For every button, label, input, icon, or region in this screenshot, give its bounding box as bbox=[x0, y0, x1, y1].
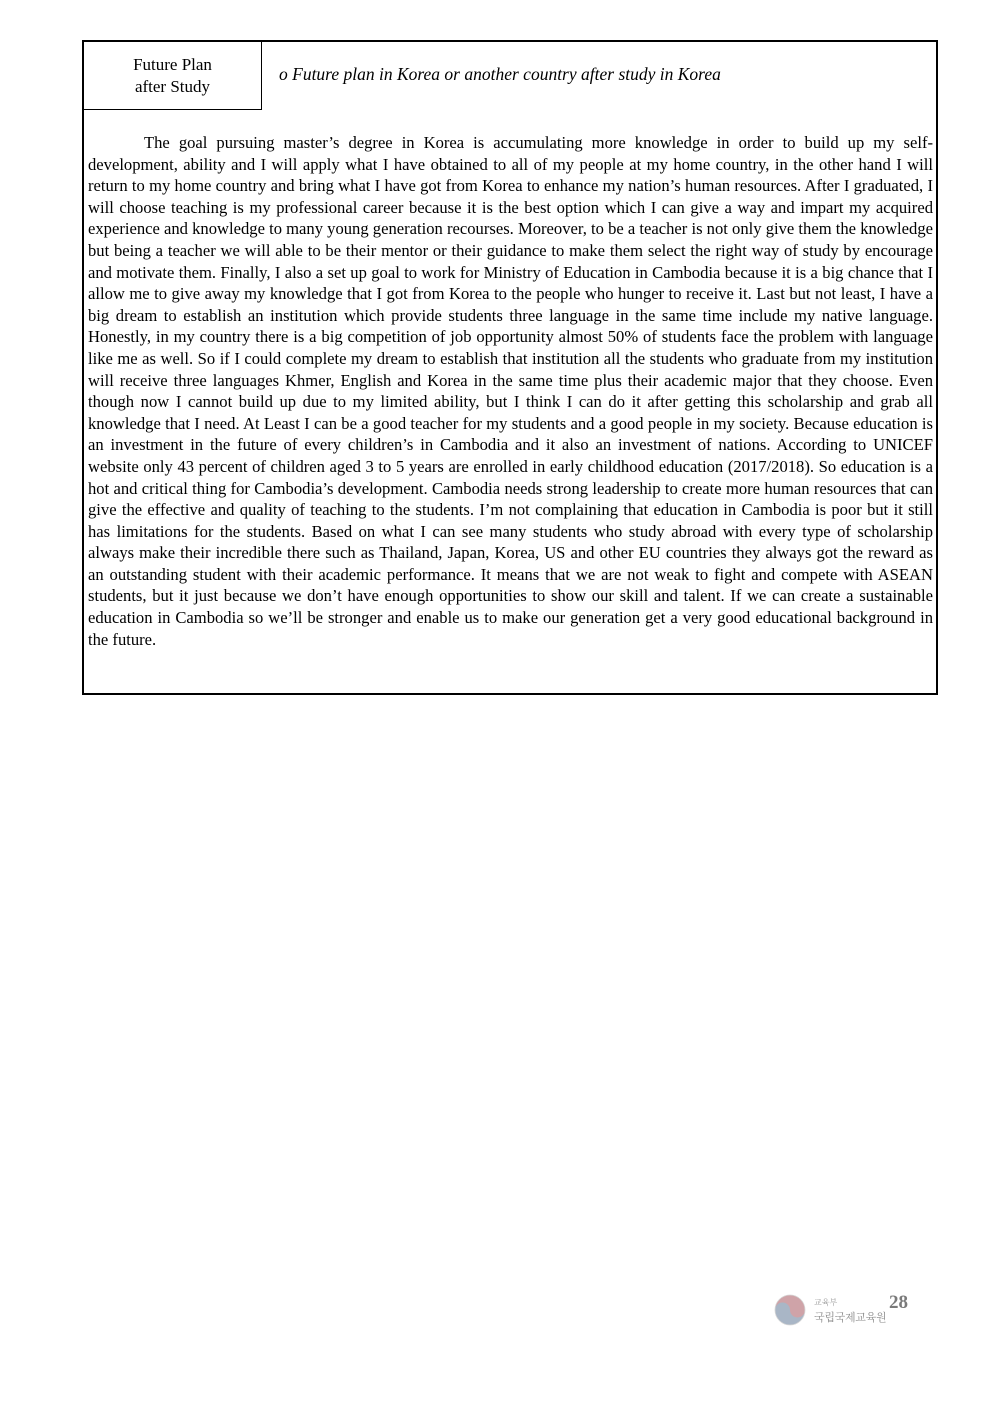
logo-ministry-text: 교육부 bbox=[814, 1298, 838, 1307]
section-label-line1: Future Plan bbox=[133, 54, 212, 74]
section-label-line2: after Study bbox=[134, 76, 211, 96]
page-number: 28 bbox=[889, 1292, 908, 1313]
future-plan-form bbox=[82, 40, 938, 695]
logo-institute-text: 국립국제교육원 bbox=[814, 1311, 887, 1324]
section-label-cell bbox=[84, 42, 262, 110]
taegeuk-logo-icon bbox=[774, 1294, 806, 1326]
institute-logo bbox=[774, 1294, 886, 1328]
section-prompt: o Future plan in Korea or another country after study in Korea bbox=[279, 64, 721, 84]
essay-text: The goal pursuing master’s degree in Korea is accumulating more knowledge in order to build up my self-development, ability and I will apply what I have obtained to all of my people at my home country, in the other hand I will return to my home country and bring what I have got from Korea to enhance my nation’s human resources. After I graduated, I will choose teaching is my professional career because it is the best option which I can give a way and impart my acquired experience and knowledge to many young generation recourses. Moreover, to be a teacher is not only give them the knowledge but being a teacher we will able to be their mentor or their guidance to make them select the right way of study by encourage and motivate them. Finally, I also a set up goal to work for Ministry of Education in Cambodia because it is a big chance that I allow me to give away my knowledge that I got from Korea to the people who hunger to receive it. Last but not least, I have a big dream to establish an institution which provide students three language in the same time include my native language. Honestly, in my country there is a big competition of job opportunity almost 50% of students face the problem with language like me as well. So if I could complete my dream to establish that institution all the students who graduate from my institution will receive three languages Khmer, English and Korea in the same time plus their academic major that they choose. Even though now I cannot build up due to my limited ability, but I think I can do it after getting this scholarship and grab all knowledge that I need. At Least I can be a good teacher for my students and a good people in my society. Because education is an investment in the future of every children’s in Cambodia and it also an investment of nations. According to UNICEF website only 43 percent of children aged 3 to 5 years are enrolled in early childhood education (2017/2018). So education is a hot and critical thing for Cambodia’s development. Cambodia needs strong leadership to create more human resources that can give the effective and quality of teaching to the students. I’m not complaining that education in Cambodia is poor but it still has limitations for the students. Based on what I can see many students who study abroad with every type of scholarship always make their incredible there such as Thailand, Japan, Korea, US and other EU countries they always got the reward as an outstanding student with their academic performance. It means that we are not weak to fight and compete with ASEAN students, but it just because we don’t have enough opportunities to show our skill and talent. If we can create a sustainable education in Cambodia so we’ll be stronger and enable us to make our generation get a very good educational background in the future. bbox=[88, 133, 933, 649]
